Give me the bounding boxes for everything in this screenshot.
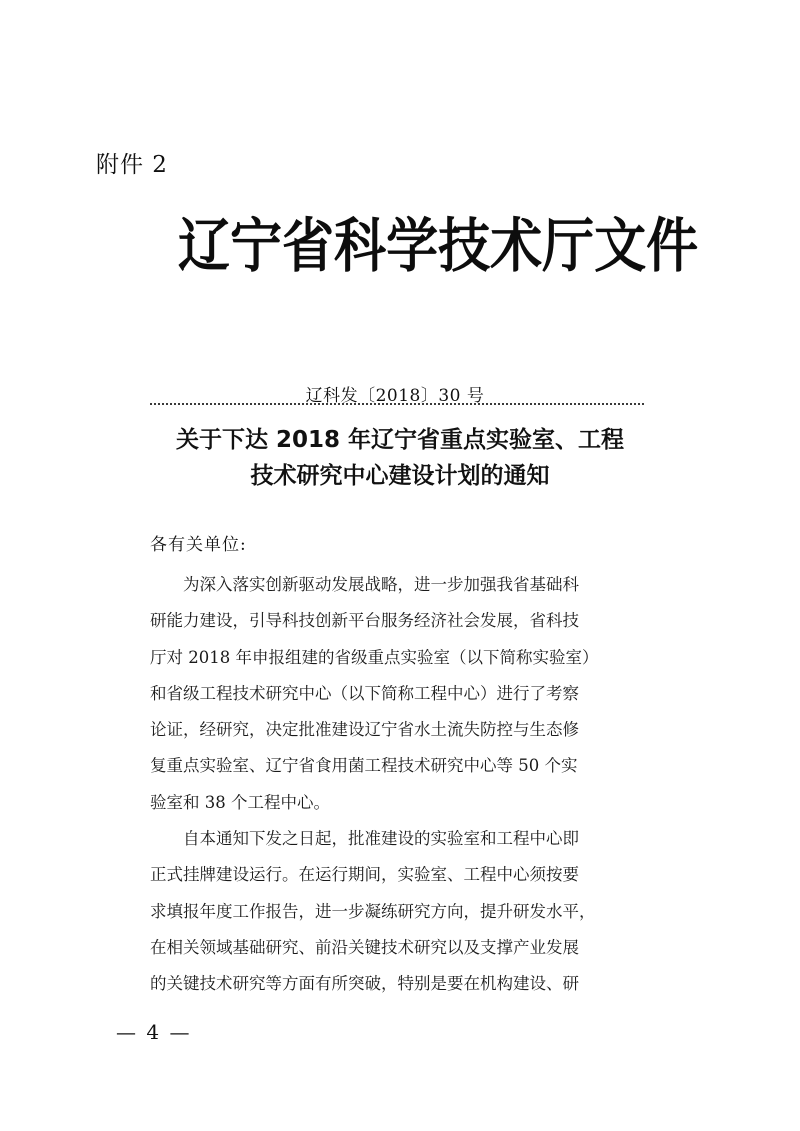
header-char: 辽 (178, 213, 231, 281)
body-text (150, 567, 632, 1003)
body-line: 研能力建设，引导科技创新平台服务经济社会发展，省科技 (150, 611, 579, 631)
document-number: 辽科发〔2018〕30 号 (305, 386, 485, 406)
body-line: 厅对 2018 年申报组建的省级重点实验室（以下简称实验室） (150, 647, 599, 667)
header-char: 宁 (230, 213, 283, 281)
body-line: 为深入落实创新驱动发展战略，进一步加强我省基础科 (183, 575, 579, 594)
document-title (140, 422, 660, 494)
body-line: 在相关领域基础研究、前沿关键技术研究以及支撑产业发展 (150, 937, 579, 957)
attachment-label: 附件 2 (96, 152, 168, 178)
body-line: 正式挂牌建设运行。在运行期间，实验室、工程中心须按要 (150, 865, 579, 885)
body-line: 的关键技术研究等方面有所突破，特别是要在机构建设、研 (150, 974, 579, 994)
issuing-authority-header (178, 208, 699, 286)
salutation: 各有关单位: (150, 535, 247, 555)
body-line: 自本通知下发之日起，批准建设的实验室和工程中心即 (183, 829, 579, 849)
page-number: — 4 — (116, 1020, 192, 1044)
header-char: 文 (594, 213, 647, 281)
body-line: 验室和 38 个工程中心。 (150, 792, 330, 812)
header-char: 省 (282, 213, 335, 281)
body-line: 求填报年度工作报告，进一步凝练研究方向，提升研发水平， (150, 901, 596, 921)
title-line-1: 关于下达 2018 年辽宁省重点实验室、工程 (175, 427, 625, 453)
body-line: 复重点实验室、辽宁省食用菌工程技术研究中心等 50 个实 (150, 756, 578, 776)
header-char: 学 (386, 213, 439, 281)
header-char: 技 (438, 213, 491, 281)
header-separator-line (150, 403, 644, 405)
header-char: 厅 (542, 213, 595, 281)
body-line: 和省级工程技术研究中心（以下简称工程中心）进行了考察 (150, 683, 579, 703)
body-line: 论证，经研究，决定批准建设辽宁省水土流失防控与生态修 (150, 720, 579, 740)
header-char: 科 (334, 213, 387, 281)
header-char: 件 (646, 213, 699, 281)
header-char: 术 (490, 213, 543, 281)
title-line-2: 技术研究中心建设计划的通知 (250, 463, 550, 489)
